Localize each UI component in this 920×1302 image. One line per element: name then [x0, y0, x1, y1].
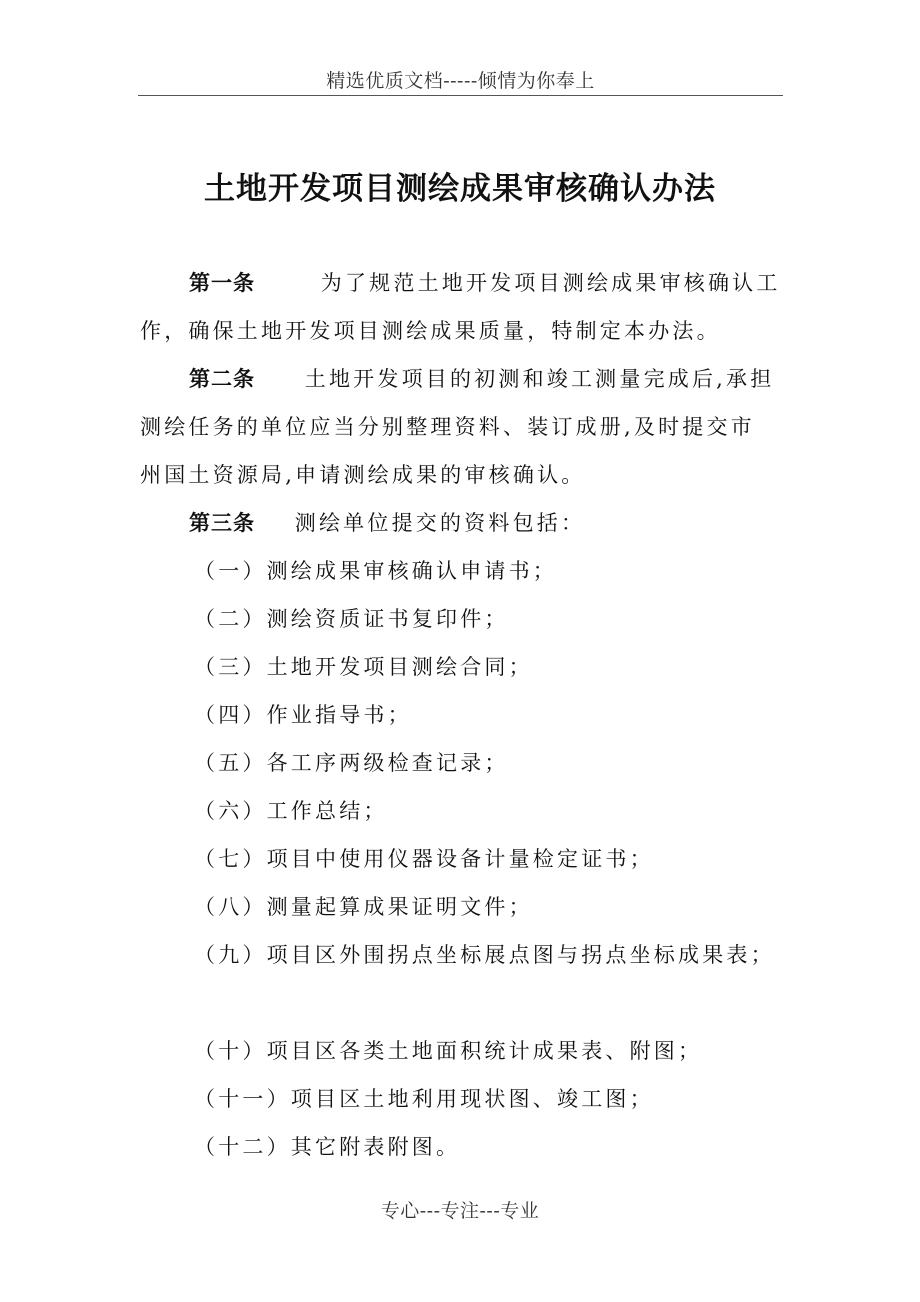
article-1-label: 第一条 [189, 271, 255, 295]
article-1-line-2: 作，确保土地开发项目测绘成果质量，特制定本办法。 [140, 319, 721, 343]
list-item: （十）项目区各类土地面积统计成果表、附图； [194, 1039, 703, 1063]
list-item: （六）工作总结； [194, 799, 388, 823]
list-item: （五）各工序两级检查记录； [194, 751, 509, 775]
article-2-line-2: 测绘任务的单位应当分别整理资料、装订成册,及时提交市 [140, 415, 755, 439]
list-item: （四）作业指导书； [194, 703, 412, 727]
article-1-text-1: 为了规范土地开发项目测绘成果审核确认工 [320, 271, 781, 295]
article-2-line-1 [189, 363, 774, 393]
article-3-intro: 测绘单位提交的资料包括： [294, 511, 586, 535]
document-title: 土地开发项目测绘成果审核确认办法 [204, 171, 716, 207]
list-item: （八）测量起算成果证明文件； [194, 895, 533, 919]
list-item: （九）项目区外围拐点坐标展点图与拐点坐标成果表； [194, 943, 775, 967]
article-2-text-1: 土地开发项目的初测和竣工测量完成后,承担 [304, 367, 775, 391]
list-item: （十二）其它附表附图。 [194, 1135, 461, 1159]
list-item: （十一）项目区土地利用现状图、竣工图； [194, 1087, 654, 1111]
article-3-label: 第三条 [189, 511, 255, 535]
header-divider [138, 95, 783, 96]
page-header: 精选优质文档-----倾情为你奉上 [326, 70, 595, 92]
list-item: （三）土地开发项目测绘合同； [194, 655, 533, 679]
list-item: （一）测绘成果审核确认申请书； [194, 559, 557, 583]
article-2-label: 第二条 [189, 367, 255, 391]
page-footer: 专心---专注---专业 [380, 1200, 540, 1222]
article-2-line-3: 州国土资源局,申请测绘成果的审核确认。 [140, 463, 586, 487]
list-item: （二）测绘资质证书复印件； [194, 607, 509, 631]
article-3-line-1 [189, 507, 585, 537]
list-item: （七）项目中使用仪器设备计量检定证书； [194, 847, 654, 871]
article-1-line-1 [189, 267, 781, 297]
